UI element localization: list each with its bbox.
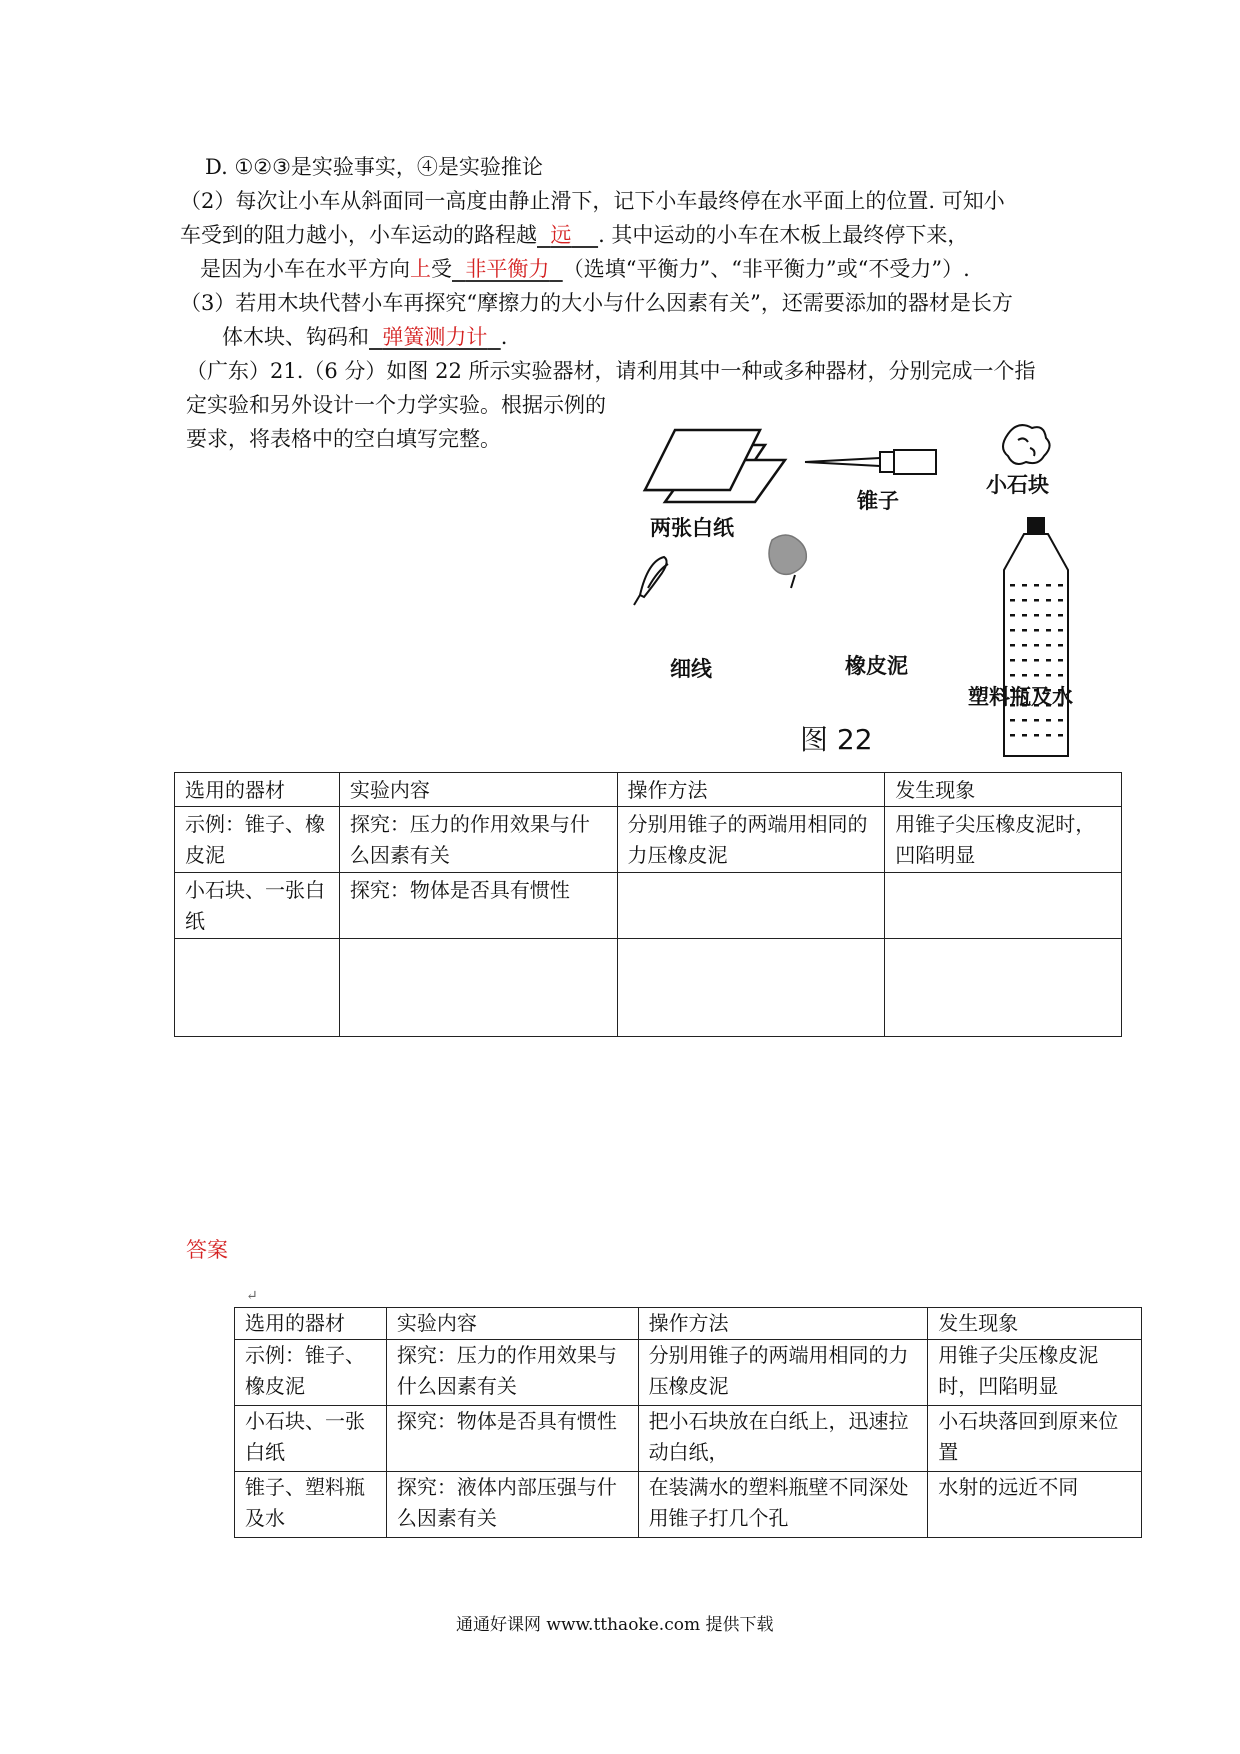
water-dot [1046,584,1051,587]
answer-table [234,1307,1142,1538]
water-dot [1058,629,1063,632]
water-dot [1022,644,1027,647]
table-row [175,939,1122,1037]
table-cell [885,939,1122,1037]
q2-line2 [180,220,968,250]
table-cell: 操作方法 [638,1308,928,1340]
water-dot [1058,734,1063,737]
table-row [235,1472,1142,1538]
paper-icon [645,430,785,502]
table-row [235,1340,1142,1406]
thread-icon [634,557,668,605]
red-shang: 上 [410,257,431,281]
water-dot [1022,629,1027,632]
label-thread: 细线 [670,657,712,681]
table-cell [339,939,617,1037]
water-dot [1034,734,1039,737]
label-stone: 小石块 [986,473,1049,497]
table-cell: 示例：锥子、橡皮泥 [175,807,340,873]
stone-icon [1003,425,1050,464]
table-cell: 发生现象 [928,1308,1142,1340]
table-cell: 探究：压力的作用效果与什么因素有关 [339,807,617,873]
figure-caption: 图 22 [800,723,873,756]
water-dot [1034,584,1039,587]
table-cell: 小石块、一张白纸 [235,1406,387,1472]
answer-spring-scale: 弹簧测力计 [382,325,488,349]
answer-far: 远 [550,223,572,247]
paragraph-mark: ↵ [246,1288,258,1304]
table-cell [175,939,340,1037]
table-cell: 把小石块放在白纸上，迅速拉动白纸， [638,1406,928,1472]
table-cell: 探究：压力的作用效果与什么因素有关 [386,1340,638,1406]
label-paper: 两张白纸 [650,516,734,540]
water-dot [1010,584,1015,587]
question-table [174,772,1122,1037]
table-cell: 选用的器材 [175,773,340,807]
table-cell [885,873,1122,939]
table-cell: 锥子、塑料瓶及水 [235,1472,387,1538]
water-dot [1058,659,1063,662]
water-dot [1010,719,1015,722]
water-dot [1034,629,1039,632]
water-dot [1046,719,1051,722]
table-row [175,873,1122,939]
water-dot [1046,674,1051,677]
q2-text3-post: （选填“平衡力”、“非平衡力”或“不受力”）. [562,257,970,281]
option-d: D. ①②③是实验事实，④是实验推论 [205,155,543,179]
q21-line1: （广东）21.（6 分）如图 22 所示实验器材，请利用其中一种或多种器材，分别完成一个指 [186,359,1036,383]
q3-line2 [222,322,507,352]
water-dot [1058,674,1063,677]
water-dot [1010,734,1015,737]
table-header-row [175,773,1122,807]
table-row [235,1406,1142,1472]
awl-icon [805,450,936,474]
water-dot [1046,659,1051,662]
water-dot [1046,599,1051,602]
q3-text: 体木块、钩码和 [222,325,369,349]
table-cell: 用锥子尖压橡皮泥时，凹陷明显 [885,807,1122,873]
water-dot [1022,659,1027,662]
water-dot [1046,629,1051,632]
table-cell: 示例：锥子、橡皮泥 [235,1340,387,1406]
table-cell [617,939,885,1037]
water-dot [1058,599,1063,602]
table-cell: 实验内容 [339,773,617,807]
q21-line2: 定实验和另外设计一个力学实验。根据示例的 [186,393,606,417]
water-dot [1046,734,1051,737]
water-dot [1010,629,1015,632]
water-dot [1022,584,1027,587]
water-dot [1010,599,1015,602]
table-cell: 分别用锥子的两端用相同的力压橡皮泥 [638,1340,928,1406]
q3-line1: （3）若用木块代替小车再探究“摩擦力的大小与什么因素有关”，还需要添加的器材是长方 [180,291,1013,315]
q2-text-post: . 其中运动的小车在木板上最终停下来， [598,223,969,247]
water-dot [1046,614,1051,617]
table-cell: 水射的远近不同 [928,1472,1142,1538]
q2-line3 [200,254,970,284]
table-cell: 实验内容 [386,1308,638,1340]
water-dot [1034,719,1039,722]
water-dot [1010,674,1015,677]
table-header-row [235,1308,1142,1340]
water-dot [1034,674,1039,677]
water-dot [1034,599,1039,602]
water-dot [1010,644,1015,647]
water-dot [1058,584,1063,587]
table-row [175,807,1122,873]
table-cell: 在装满水的塑料瓶壁不同深处用锥子打几个孔 [638,1472,928,1538]
water-dot [1034,614,1039,617]
label-bottle: 塑料瓶及水 [968,685,1073,709]
plasticine-icon [769,535,806,588]
water-dot [1022,674,1027,677]
water-dot [1058,614,1063,617]
table-cell: 用锥子尖压橡皮泥时，凹陷明显 [928,1340,1142,1406]
table-cell: 探究：液体内部压强与什么因素有关 [386,1472,638,1538]
table-cell: 选用的器材 [235,1308,387,1340]
water-dot [1034,659,1039,662]
q2-line1: （2）每次让小车从斜面同一高度由静止滑下，记下小车最终停在水平面上的位置. 可知小 [180,189,1005,213]
answer-nonbalanced: 非平衡力 [465,257,550,281]
table-cell: 小石块落回到原来位置 [928,1406,1142,1472]
water-dot [1022,719,1027,722]
water-dot [1010,659,1015,662]
table-cell: 小石块、一张白纸 [175,873,340,939]
answer-label: 答案 [186,1238,228,1262]
water-dot [1034,644,1039,647]
label-plasticine: 橡皮泥 [845,654,908,678]
water-dot [1010,614,1015,617]
water-dot [1046,644,1051,647]
label-awl: 锥子 [857,489,899,513]
table-cell: 探究：物体是否具有惯性 [386,1406,638,1472]
q3-text-post: . [500,325,508,349]
table-cell [617,873,885,939]
water-dot [1022,614,1027,617]
q2-text3-mid: 受 [431,257,452,281]
table-cell: 发生现象 [885,773,1122,807]
table-cell: 探究：物体是否具有惯性 [339,873,617,939]
q2-text: 车受到的阻力越小，小车运动的路程越 [180,223,537,247]
water-dot [1022,734,1027,737]
table-cell: 操作方法 [617,773,885,807]
table-cell: 分别用锥子的两端用相同的力压橡皮泥 [617,807,885,873]
footer: 通通好课网 www.tthaoke.com 提供下载 [456,1615,774,1635]
q21-line3: 要求，将表格中的空白填写完整。 [186,427,501,451]
water-dot [1058,644,1063,647]
water-dot [1058,719,1063,722]
q2-text3: 是因为小车在水平方向 [200,257,410,281]
water-dot [1022,599,1027,602]
